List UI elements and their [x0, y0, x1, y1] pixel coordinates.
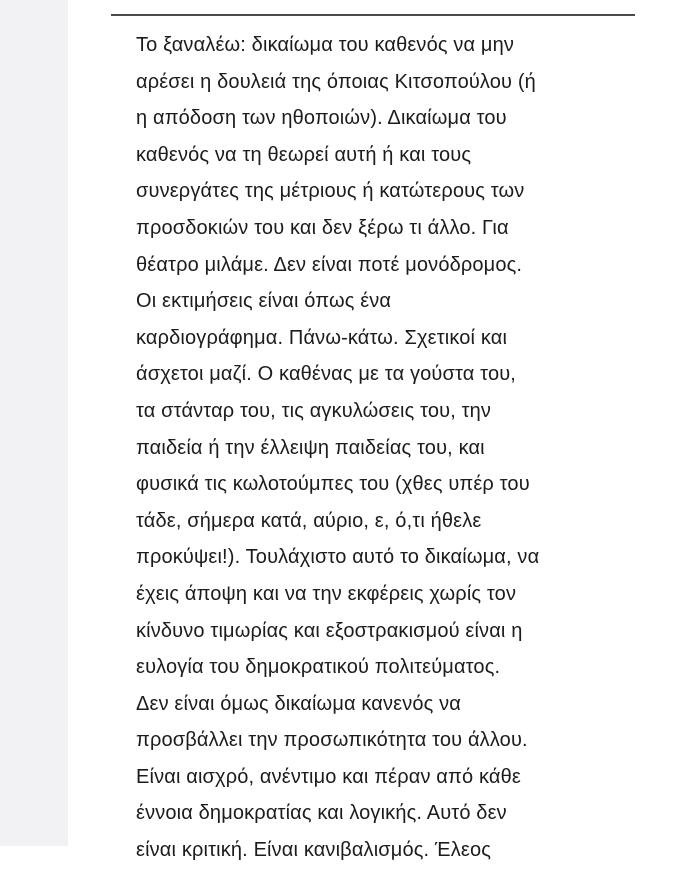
post-line: φυσικά τις κωλοτούμπες του (χθες υπέρ του: [136, 473, 530, 496]
post-body-text: [136, 27, 676, 869]
post-line: τάδε, σήμερα κατά, αύριο, ε, ό,τι ήθελε: [136, 509, 482, 532]
post-line: Δεν είναι όμως δικαίωμα κανενός να: [136, 692, 462, 715]
left-gutter: [0, 0, 68, 846]
post-line: καρδιογράφημα. Πάνω-κάτω. Σχετικοί και: [136, 326, 508, 349]
post-line: συνεργάτες της μέτριους ή κατώτερους των: [136, 180, 525, 203]
post-line: Το ξαναλέω: δικαίωμα του καθενός να μην: [136, 34, 515, 56]
post-line: ευλογία του δημοκρατικού πολιτεύματος.: [136, 656, 501, 679]
post-line: καθενός να τη θεωρεί αυτή ή και τους: [136, 143, 472, 166]
post-line: η απόδοση των ηθοποιών). Δικαίωμα του: [136, 107, 507, 130]
post-line: Είναι αισχρό, ανέντιμο και πέραν από κάθε: [136, 765, 521, 788]
post-line: τα στάνταρ του, τις αγκυλώσεις του, την: [136, 399, 492, 422]
divider-line: [111, 14, 635, 16]
post-line: προσβάλλει την προσωπικότητα του άλλου.: [136, 729, 528, 752]
post-line: Οι εκτιμήσεις είναι όπως ένα: [136, 290, 392, 313]
post-line: έννοια δημοκρατίας και λογικής. Αυτό δεν: [136, 802, 507, 825]
post-line: προσδοκιών του και δεν ξέρω τι άλλο. Για: [136, 216, 509, 239]
post-line: θέατρο μιλάμε. Δεν είναι ποτέ μονόδρομος.: [136, 253, 523, 276]
post-line: αρέσει η δουλειά της όποιας Κιτσοπούλου (ή: [136, 70, 536, 93]
post-line: κίνδυνο τιμωρίας και εξοστρακισμού είναι η: [136, 619, 523, 642]
post-line: είναι κριτική. Είναι κανιβαλισμός. Έλεος: [136, 839, 492, 862]
post-line: παιδεία ή την έλλειψη παιδείας του, και: [136, 436, 485, 459]
post-line: έχεις άποψη και να την εκφέρεις χωρίς τον: [136, 582, 517, 605]
post-line: άσχετοι μαζί. Ο καθένας με τα γούστα του,: [136, 363, 517, 386]
post-line: προκύψει!). Τουλάχιστο αυτό το δικαίωμα, να: [136, 546, 540, 569]
